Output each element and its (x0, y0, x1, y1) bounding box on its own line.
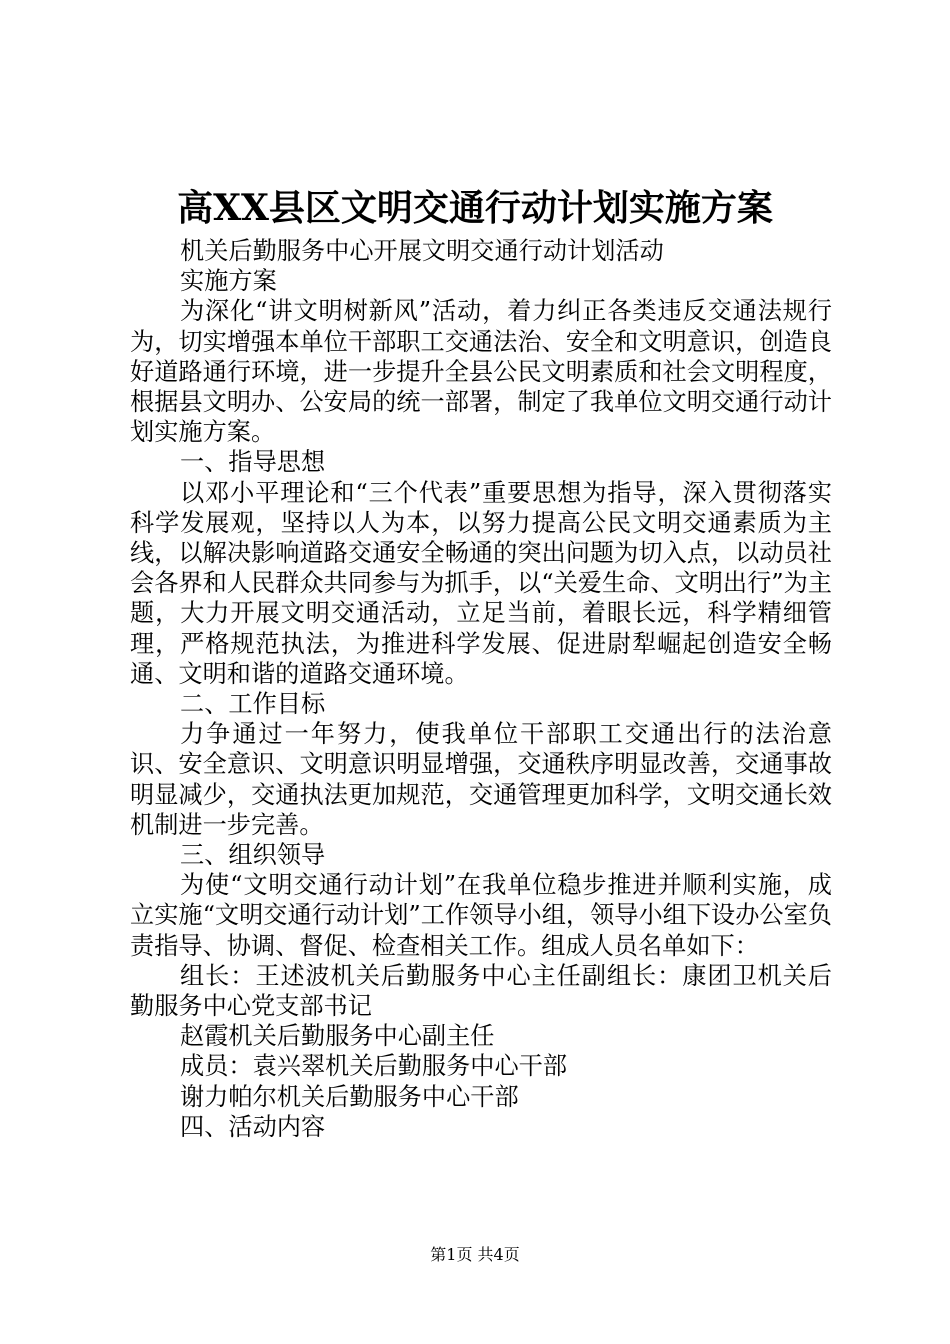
subtitle-line: 机关后勤服务中心开展文明交通行动计划活动 (180, 237, 664, 265)
member-line: 成员：袁兴翠机关后勤服务中心干部 (180, 1052, 568, 1081)
section-heading-activities: 四、活动内容 (180, 1112, 326, 1141)
section-heading-guiding-ideology: 一、指导思想 (180, 448, 326, 477)
deputy-line: 赵霞机关后勤服务中心副主任 (180, 1022, 495, 1051)
leader-line: 组长：王述波机关后勤服务中心主任副组长：康团卫机关后勤服务中心党支部书记 (130, 961, 832, 1021)
intro-paragraph: 为深化“讲文明树新风”活动，着力纠正各类违反交通法规行为，切实增强本单位干部职工交通法治、安全和文明意识，创造良好道路通行环境，进一步提升全县公民文明素质和社会文明程度，根据县文明办、公安局的统一部署，制定了我单位文明交通行动计划实施方案。 (130, 297, 832, 447)
section-heading-work-goals: 二、工作目标 (180, 690, 326, 719)
section-heading-organization: 三、组织领导 (180, 841, 326, 870)
document-body (130, 236, 832, 1142)
subtitle-line-2: 实施方案 (180, 267, 277, 296)
member-line-2: 谢力帕尔机关后勤服务中心干部 (180, 1082, 519, 1111)
page-number-footer: 第1页 共4页 (430, 1245, 520, 1264)
organization-paragraph: 为使“文明交通行动计划”在我单位稳步推进并顺利实施，成立实施“文明交通行动计划”工作领导小组，领导小组下设办公室负责指导、协调、督促、检查相关工作。组成人员名单如下： (130, 871, 832, 960)
guiding-ideology-paragraph: 以邓小平理论和“三个代表”重要思想为指导，深入贯彻落实科学发展观，坚持以人为本，以努力提高公民文明交通素质为主线，以解决影响道路交通安全畅通的突出问题为切入点，以动员社会各界和人民群众共同参与为抓手，以“关爱生命、文明出行”为主题，大力开展文明交通活动，立足当前，着眼长远，科学精细管理，严格规范执法，为推进科学发展、促进尉犁崛起创造安全畅通、文明和谐的道路交通环境。 (130, 478, 832, 688)
document-title: 高XX县区文明交通行动计划实施方案 (177, 187, 773, 229)
work-goals-paragraph: 力争通过一年努力，使我单位干部职工交通出行的法治意识、安全意识、文明意识明显增强，交通秩序明显改善，交通事故明显减少，交通执法更加规范，交通管理更加科学，文明交通长效机制进一步完善。 (130, 720, 832, 839)
